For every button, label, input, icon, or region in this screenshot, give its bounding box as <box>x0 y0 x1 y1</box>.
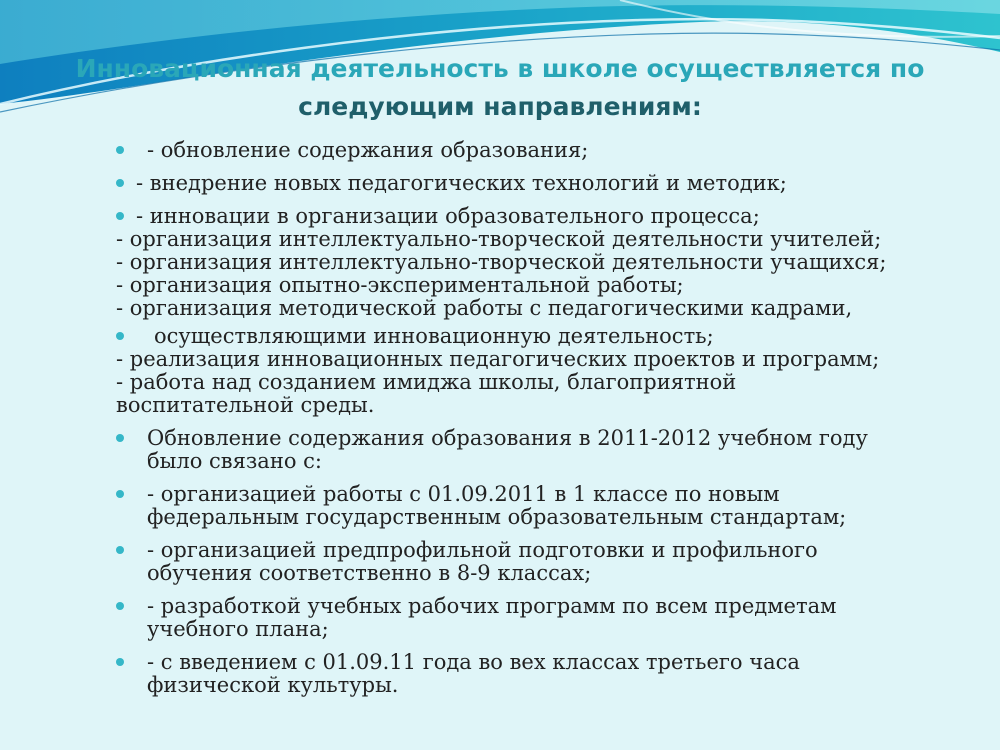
bullet-dot-icon <box>116 658 124 666</box>
list-item: - организацией работы с 01.09.2011 в 1 классе по новым федеральным государственным образовательным стандартам; <box>100 483 950 529</box>
list-item: - с введением с 01.09.11 года во вех классах третьего часа физической культуры. <box>100 651 950 697</box>
bullet-dot-icon <box>116 179 124 187</box>
list-item: - обновление содержания образования; <box>100 139 950 162</box>
list-item: воспитательной среды. <box>116 393 375 417</box>
list-item: осуществляющими инновационную деятельность; <box>100 325 950 348</box>
list-item: Обновление содержания образования в 2011-2012 учебном году было связано с: <box>100 427 950 473</box>
list-item: - организация опытно-экспериментальной работы; <box>116 273 684 297</box>
bullet-dot-icon <box>116 490 124 498</box>
list-item: - организация интеллектуально-творческой деятельности учащихся; <box>116 250 887 274</box>
bullet-dot-icon <box>116 546 124 554</box>
list-item: - работа над созданием имиджа школы, благоприятной <box>116 370 737 394</box>
list-item: - организация интеллектуально-творческой деятельности учителей; <box>116 227 882 251</box>
bullet-dot-icon <box>116 332 124 340</box>
title-line-1: Инновационная деятельность в школе осуществляется по <box>75 54 925 83</box>
bullet-dot-icon <box>116 602 124 610</box>
list-item: - внедрение новых педагогических технологий и методик; <box>100 172 950 195</box>
list-item: - реализация инновационных педагогических проектов и программ; <box>116 347 880 371</box>
slide-title <box>60 50 940 126</box>
bullet-dot-icon <box>116 146 124 154</box>
list-item: - разработкой учебных рабочих программ по всем предметам учебного плана; <box>100 595 950 641</box>
bullet-dot-icon <box>116 434 124 442</box>
list-item: - организацией предпрофильной подготовки и профильного обучения соответственно в 8-9 классах; <box>100 539 950 585</box>
bullet-dot-icon <box>116 212 124 220</box>
bullet-list <box>100 139 950 697</box>
title-line-2: следующим направлениям: <box>298 92 702 121</box>
list-item: - организация методической работы с педагогическими кадрами, <box>116 296 853 320</box>
list-item: - инновации в организации образовательного процесса; <box>100 205 950 228</box>
